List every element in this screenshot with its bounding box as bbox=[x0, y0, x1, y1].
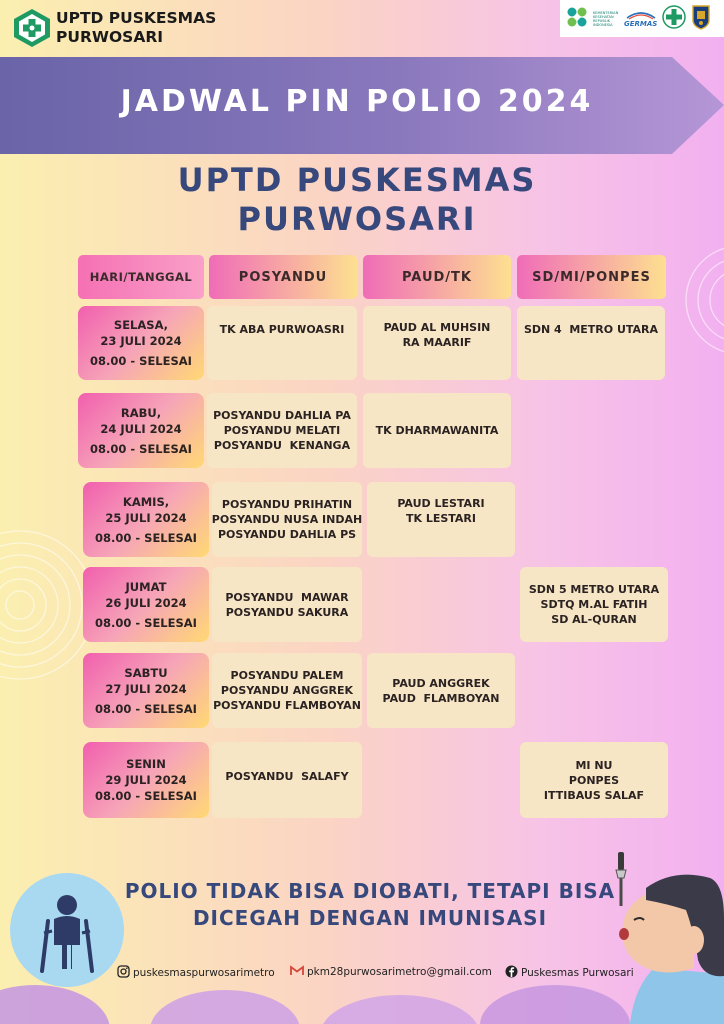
day-date: 27 JULI 2024 bbox=[105, 681, 187, 696]
header-sd-mi-ponpes: SD/MI/PONPES bbox=[517, 255, 666, 299]
sd-cell: SDN 4 METRO UTARA bbox=[517, 306, 665, 380]
header-posyandu: POSYANDU bbox=[209, 255, 357, 299]
header-paud-tk: PAUD/TK bbox=[363, 255, 511, 299]
day-date: 29 JULI 2024 bbox=[105, 773, 187, 787]
main-title-line2: PURWOSARI bbox=[237, 200, 477, 238]
posyandu-cell: POSYANDU PALEM POSYANDU ANGGREK POSYANDU FLAMBOYAN bbox=[212, 653, 362, 728]
day-cell bbox=[78, 306, 204, 380]
facebook-icon bbox=[505, 965, 518, 981]
posyandu-cell: POSYANDU PRIHATIN POSYANDU NUSA INDAH POSYANDU DAHLIA PS bbox=[212, 482, 362, 557]
paud-cell: TK DHARMAWANITA bbox=[363, 393, 511, 468]
day-name: SELASA, bbox=[113, 318, 169, 332]
org-name-line2: PURWOSARI bbox=[56, 28, 164, 46]
sd-cell: SDN 5 METRO UTARA SDTQ M.AL FATIH SD AL-QURAN bbox=[520, 567, 668, 642]
day-time: 08.00 - SELESAI bbox=[95, 789, 197, 803]
instagram-handle: puskesmaspurwosarimetro bbox=[133, 967, 275, 979]
kemenkes-logo-icon bbox=[566, 6, 588, 32]
day-time: 08.00 - SELESAI bbox=[95, 615, 197, 630]
day-date: 26 JULI 2024 bbox=[105, 595, 187, 610]
day-name: SENIN bbox=[126, 757, 166, 771]
day-cell bbox=[83, 653, 209, 728]
day-cell bbox=[83, 742, 209, 818]
facebook-page: Puskesmas Purwosari bbox=[521, 967, 634, 979]
day-date: 25 JULI 2024 bbox=[105, 510, 187, 525]
day-name: KAMIS, bbox=[122, 494, 170, 509]
puskesmas-logo-icon bbox=[12, 8, 52, 48]
germas-text: GERMAS bbox=[624, 19, 658, 28]
main-title-line1: UPTD PUSKESMAS bbox=[177, 161, 537, 199]
main-title bbox=[60, 161, 654, 239]
org-name-line1: UPTD PUSKESMAS bbox=[56, 9, 217, 27]
kemenkes-text: KEMENTERIAN KESEHATAN REPUBLIK INDONESIA bbox=[593, 10, 619, 27]
gmail-icon bbox=[290, 965, 304, 979]
day-time: 08.00 - SELESAI bbox=[90, 354, 192, 368]
tagline-line2: DICEGAH DENGAN IMUNISASI bbox=[192, 906, 548, 930]
email-link[interactable] bbox=[290, 965, 492, 979]
day-cell bbox=[78, 393, 204, 468]
paud-cell: PAUD LESTARI TK LESTARI bbox=[367, 482, 515, 557]
day-date: 24 JULI 2024 bbox=[100, 421, 182, 436]
paud-cell: PAUD ANGGREK PAUD FLAMBOYAN bbox=[367, 653, 515, 728]
organization-name bbox=[56, 9, 256, 47]
day-time: 08.00 - SELESAI bbox=[95, 701, 197, 716]
instagram-icon bbox=[117, 965, 130, 981]
day-cell bbox=[83, 482, 209, 557]
oral-drops-child-icon bbox=[594, 848, 724, 1024]
crutches-person-icon bbox=[10, 873, 124, 987]
banner-title: JADWAL PIN POLIO 2024 bbox=[120, 84, 594, 119]
germas-logo-icon bbox=[624, 10, 657, 28]
posyandu-cell: POSYANDU MAWAR POSYANDU SAKURA bbox=[212, 567, 362, 642]
tagline-line1: POLIO TIDAK BISA DIOBATI, TETAPI BISA bbox=[124, 879, 616, 903]
bakti-husada-logo-icon bbox=[662, 5, 686, 33]
posyandu-cell: POSYANDU DAHLIA PA POSYANDU MELATI POSYANDU KENANGA bbox=[207, 393, 357, 468]
day-name: JUMAT bbox=[125, 579, 167, 594]
email-address: pkm28purwosarimetro@gmail.com bbox=[307, 966, 492, 978]
sd-cell: MI NU PONPES ITTIBAUS SALAF bbox=[520, 742, 668, 818]
header-hari-tanggal: HARI/TANGGAL bbox=[78, 255, 204, 299]
day-cell bbox=[83, 567, 209, 642]
day-name: SABTU bbox=[124, 665, 168, 680]
day-name: RABU, bbox=[120, 405, 162, 420]
paud-cell: PAUD AL MUHSIN RA MAARIF bbox=[363, 306, 511, 380]
tagline bbox=[110, 878, 630, 932]
facebook-link[interactable] bbox=[505, 965, 634, 981]
day-time: 08.00 - SELESAI bbox=[90, 441, 192, 456]
partner-logos bbox=[560, 0, 724, 37]
day-date: 23 JULI 2024 bbox=[100, 334, 182, 348]
instagram-link[interactable] bbox=[117, 965, 275, 981]
posyandu-cell: POSYANDU SALAFY bbox=[212, 742, 362, 818]
day-time: 08.00 - SELESAI bbox=[95, 530, 197, 545]
posyandu-cell: TK ABA PURWOASRI bbox=[207, 306, 357, 380]
provincial-emblem-icon bbox=[691, 4, 711, 34]
